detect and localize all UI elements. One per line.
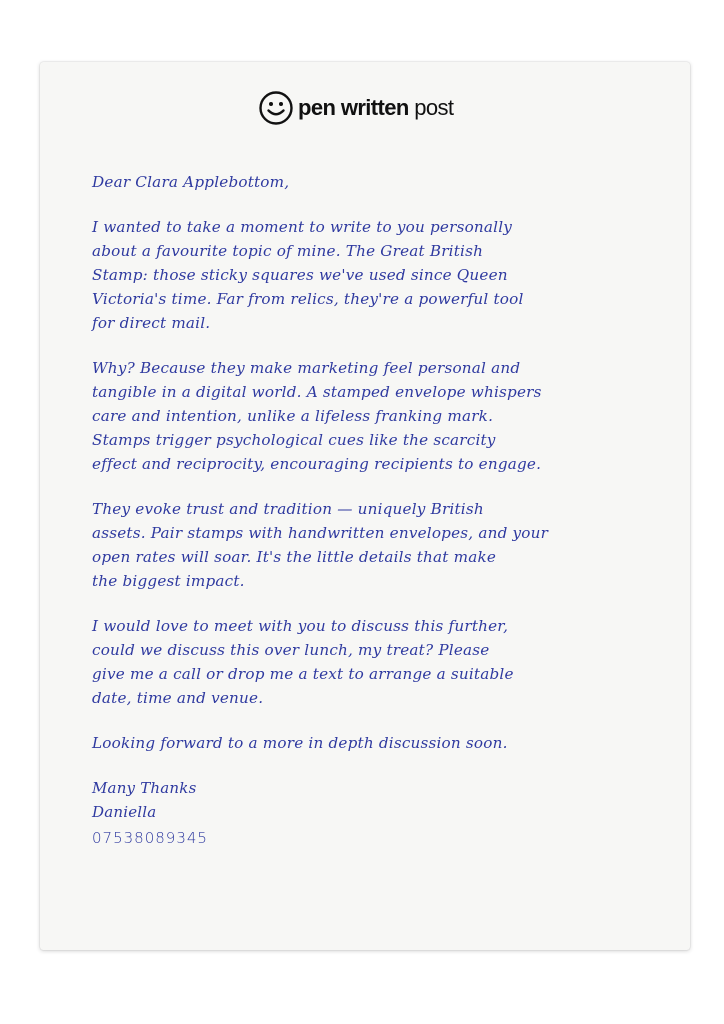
text-line: Victoria's time. Far from relics, they're a powerful tool — [92, 290, 524, 308]
text-line: Looking forward to a more in depth discussion soon. — [92, 734, 508, 752]
text-line: They evoke trust and tradition — uniquely British — [92, 500, 484, 518]
paragraph-3 — [92, 497, 652, 593]
brand-logo — [258, 88, 453, 128]
brand-name-light: post — [414, 95, 454, 120]
brand-name — [298, 95, 453, 121]
paragraph-1 — [92, 215, 652, 335]
paragraph-2 — [92, 356, 652, 476]
text-line: about a favourite topic of mine. The Great British — [92, 242, 484, 260]
letter-body — [92, 170, 652, 852]
text-line: date, time and venue. — [92, 689, 264, 707]
paragraph-4 — [92, 614, 652, 710]
text-line: Why? Because they make marketing feel personal and — [92, 359, 521, 377]
text-line: open rates will soar. It's the little details that make — [92, 548, 497, 566]
text-line: assets. Pair stamps with handwritten envelopes, and your — [92, 524, 549, 542]
text-line: Stamp: those sticky squares we've used since Queen — [92, 266, 508, 284]
signoff: Many Thanks — [92, 779, 197, 797]
text-line: tangible in a digital world. A stamped envelope whispers — [92, 383, 542, 401]
signoff-block — [92, 776, 652, 852]
text-line: care and intention, unlike a lifeless franking mark. — [92, 407, 494, 425]
salutation: Dear Clara Applebottom, — [92, 173, 290, 191]
phone-number: 07538089345 — [92, 829, 208, 847]
brand-name-bold: pen written — [298, 95, 415, 120]
text-line: for direct mail. — [92, 314, 211, 332]
text-line: I wanted to take a moment to write to you personally — [92, 218, 513, 236]
smiley-face-icon — [258, 90, 294, 126]
text-line: Stamps trigger psychological cues like the scarcity — [92, 431, 496, 449]
letter-paper — [40, 62, 690, 950]
text-line: could we discuss this over lunch, my treat? Please — [92, 641, 490, 659]
paragraph-5 — [92, 731, 652, 755]
text-line: effect and reciprocity, encouraging recipients to engage. — [92, 455, 542, 473]
text-line: give me a call or drop me a text to arrange a suitable — [92, 665, 514, 683]
text-line: I would love to meet with you to discuss this further, — [92, 617, 509, 635]
signature-name: Daniella — [92, 803, 157, 821]
text-line: the biggest impact. — [92, 572, 245, 590]
